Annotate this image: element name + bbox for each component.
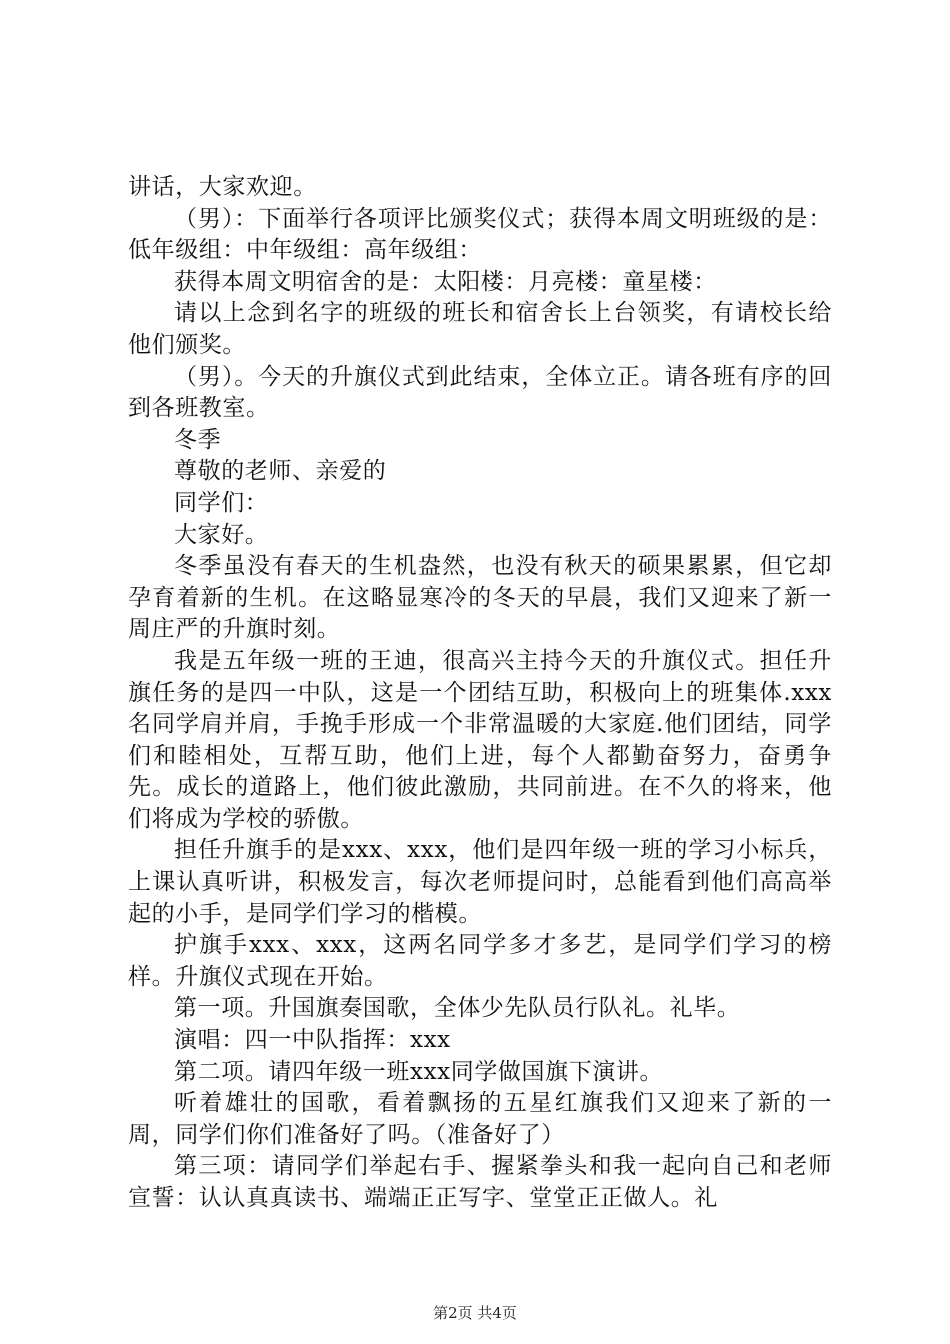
paragraph: 演唱：四一中队指挥：xxx	[174, 1027, 451, 1054]
paragraph: 同学们：	[174, 489, 269, 516]
page-footer: 第2页 共4页	[433, 1304, 517, 1322]
paragraph: 听着雄壮的国歌，看着飘扬的五星红旗我们又迎来了新的一周，同学们你们准备好了吗。（准备好了）	[128, 1090, 832, 1148]
paragraph: 尊敬的老师、亲爱的	[174, 458, 387, 485]
paragraph: 冬季	[174, 426, 222, 453]
document-body	[128, 172, 832, 1215]
paragraph: 担任升旗手的是xxx、xxx，他们是四年级一班的学习小标兵，上课认真听讲，积极发言，每次老师提问时，总能看到他们高高举起的小手，是同学们学习的楷模。	[128, 837, 832, 927]
paragraph: 我是五年级一班的王迪，很高兴主持今天的升旗仪式。担任升旗任务的是四一中队，这是一个团结互助，积极向上的班集体.xxx名同学肩并肩，手挽手形成一个非常温暖的大家庭.他们团结，同学们和睦相处，互帮互助，他们上进，每个人都勤奋努力，奋勇争先。成长的道路上，他们彼此激励，共同前进。在不久的将来，他们将成为学校的骄傲。	[128, 647, 832, 832]
paragraph: 第一项。升国旗奏国歌，全体少先队员行队礼。礼毕。	[174, 995, 741, 1022]
paragraph: 第三项：请同学们举起右手、握紧拳头和我一起向自己和老师宣誓：认认真真读书、端端正正写字、堂堂正正做人。礼	[128, 1153, 832, 1211]
paragraph: 大家好。	[174, 521, 269, 548]
paragraph: 冬季虽没有春天的生机盎然，也没有秋天的硕果累累，但它却孕育着新的生机。在这略显寒冷的冬天的早晨，我们又迎来了新一周庄严的升旗时刻。	[128, 553, 832, 643]
paragraph: 请以上念到名字的班级的班长和宿舍长上台领奖，有请校长给他们颁奖。	[128, 300, 832, 358]
paragraph: （男）：下面举行各项评比颁奖仪式；获得本周文明班级的是：低年级组：中年级组：高年级组：	[128, 205, 832, 264]
paragraph: 护旗手xxx、xxx，这两名同学多才多艺，是同学们学习的榜样。升旗仪式现在开始。	[128, 932, 832, 990]
paragraph: 第二项。请四年级一班xxx同学做国旗下演讲。	[174, 1058, 664, 1085]
paragraph: 讲话，大家欢迎。	[128, 174, 317, 200]
paragraph: 获得本周文明宿舍的是：太阳楼：月亮楼：童星楼：	[174, 268, 717, 295]
paragraph: （男）。今天的升旗仪式到此结束，全体立正。请各班有序的回到各班教室。	[128, 363, 832, 422]
